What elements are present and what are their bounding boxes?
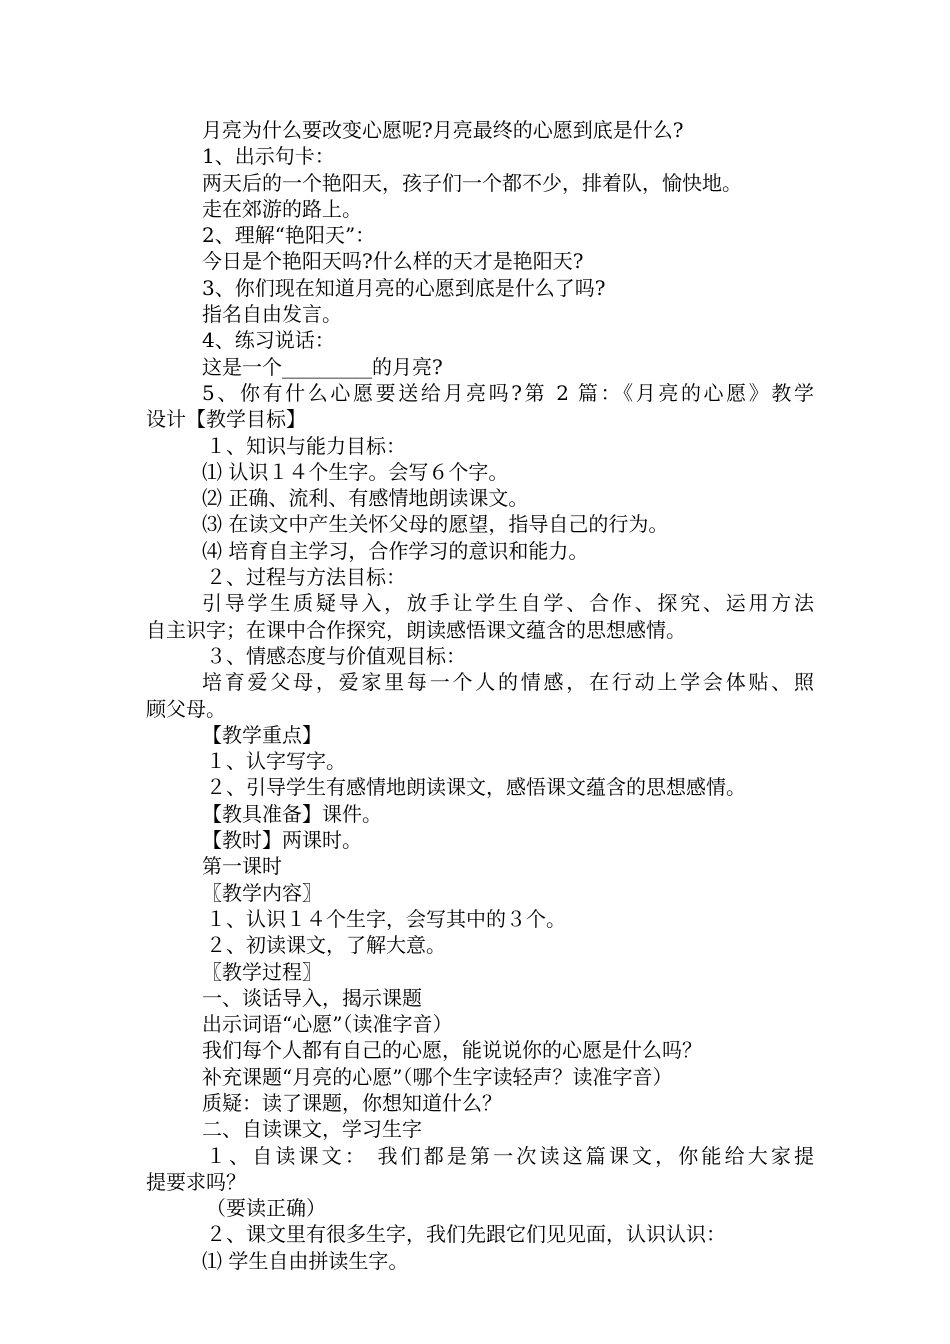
paragraph-line: ２、课文里有很多生字，我们先跟它们见见面，认识认识： — [206, 1222, 726, 1247]
paragraph-line: 补充课题“月亮的心愿”（哪个生字读轻声？读准字音） — [202, 1064, 673, 1089]
paragraph-line: 提要求吗？ — [146, 1169, 246, 1194]
paragraph-line: 3、你们现在知道月亮的心愿到底是什么了吗? — [202, 275, 606, 300]
paragraph-line: ⑵ 正确、流利、有感情地朗读课文。 — [202, 486, 529, 511]
paragraph-line: 2、理解“艳阳天”： — [202, 223, 376, 248]
paragraph-line: 指名自由发言。 — [202, 302, 342, 327]
document-body — [146, 117, 814, 1274]
paragraph-line: ２、引导学生有感情地朗读课文，感悟课文蕴含的思想感情。 — [206, 775, 746, 800]
paragraph-line: ２、初读课文，了解大意。 — [206, 933, 446, 958]
paragraph-line: 自主识字；在课中合作探究，朗读感悟课文蕴含的思想感情。 — [146, 617, 686, 642]
section-heading: 〖教学内容〗 — [202, 880, 322, 905]
paragraph-line: 我们每个人都有自己的心愿，能说说你的心愿是什么吗？ — [202, 1038, 702, 1063]
paragraph-line: 质疑：读了课题，你想知道什么？ — [202, 1090, 502, 1115]
section-heading: 第一课时 — [202, 854, 282, 879]
paragraph-line: １、自读课文： 我们都是第一次读这篇课文，你能给大家提 — [206, 1143, 814, 1168]
paragraph-line: 顾父母。 — [146, 696, 226, 721]
paragraph-line: 设计【教学目标】 — [146, 407, 306, 432]
paragraph-line: ⑴ 认识１４个生字。会写６个字。 — [202, 459, 509, 484]
paragraph-line: １、认识１４个生字，会写其中的３个。 — [206, 906, 566, 931]
paragraph-line: 5、你有什么心愿要送给月亮吗?第 2 篇：《月亮的心愿》教学 — [202, 380, 814, 405]
paragraph-line: 这是一个_________的月亮? — [202, 354, 443, 379]
paragraph-line: 走在郊游的路上。 — [202, 196, 362, 221]
paragraph-line: ２、过程与方法目标： — [206, 565, 406, 590]
paragraph-line: （要读正确） — [206, 1196, 326, 1221]
paragraph-line: 4、练习说话： — [202, 328, 335, 353]
paragraph-line: 出示词语“心愿”（读准字音） — [202, 1012, 453, 1037]
paragraph-line: 今日是个艳阳天吗?什么样的天才是艳阳天? — [202, 249, 584, 274]
paragraph-line: 【教具准备】课件。 — [202, 801, 382, 826]
paragraph-line: ３、情感态度与价值观目标： — [206, 643, 466, 668]
paragraph-line: 引导学生质疑导入，放手让学生自学、合作、探究、运用方法 — [202, 591, 814, 616]
paragraph-line: ⑴ 学生自由拼读生字。 — [202, 1248, 409, 1273]
paragraph-line: ⑶ 在读文中产生关怀父母的愿望，指导自己的行为。 — [202, 512, 669, 537]
paragraph-line: １、知识与能力目标： — [206, 433, 406, 458]
paragraph-line: 二、自读课文，学习生字 — [202, 1117, 422, 1142]
paragraph-line: 月亮为什么要改变心愿呢?月亮最终的心愿到底是什么? — [202, 118, 684, 142]
section-heading: 〖教学过程〗 — [202, 959, 322, 984]
paragraph-line: １、认字写字。 — [206, 749, 346, 774]
paragraph-line: 1、出示句卡： — [202, 144, 335, 169]
paragraph-line: 两天后的一个艳阳天，孩子们一个都不少，排着队，愉快地。 — [202, 170, 742, 195]
paragraph-line: 一、谈话导入，揭示课题 — [202, 985, 422, 1010]
paragraph-line: 培育爱父母，爱家里每一个人的情感，在行动上学会体贴、照 — [202, 670, 814, 695]
section-heading: 【教学重点】 — [202, 722, 322, 747]
paragraph-line: 【教时】两课时。 — [202, 828, 362, 853]
paragraph-line: ⑷ 培育自主学习，合作学习的意识和能力。 — [202, 538, 589, 563]
